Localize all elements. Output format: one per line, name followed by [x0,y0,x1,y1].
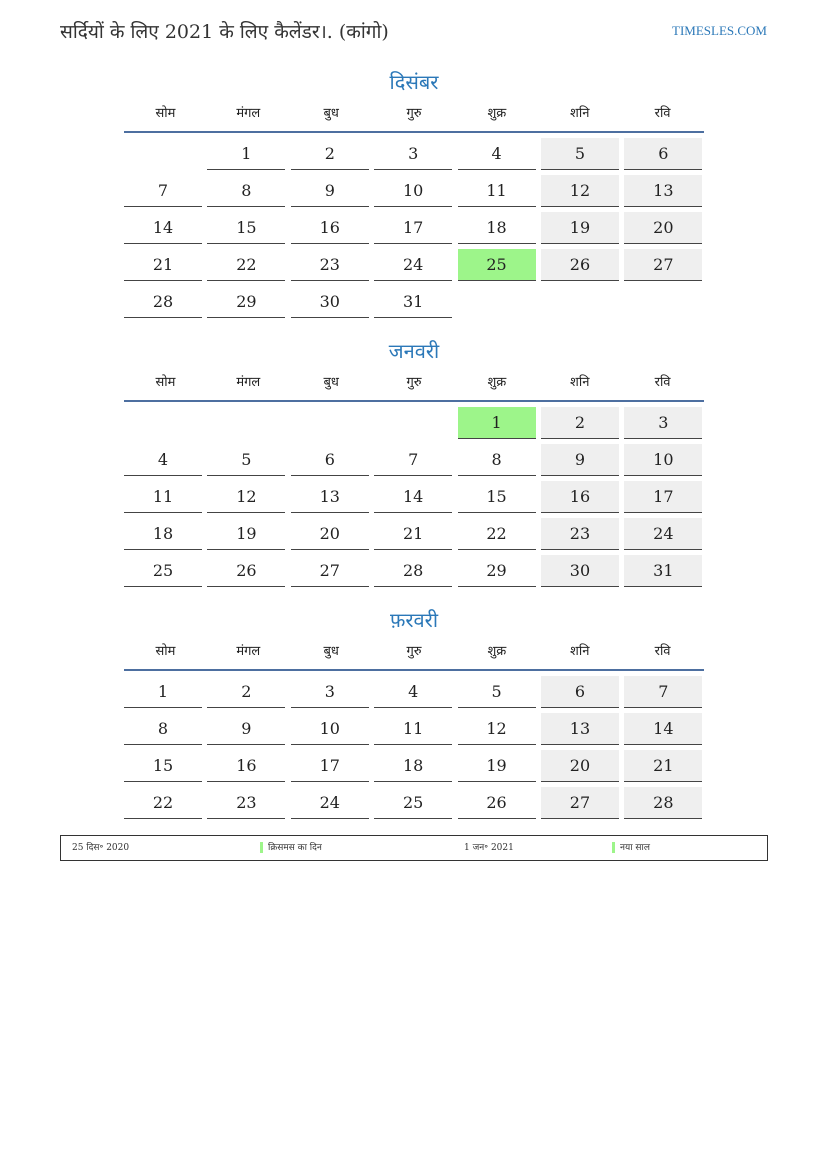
day-cell: 11 [374,713,452,745]
weekend-day-cell: 20 [624,212,702,244]
day-cell: 9 [207,713,285,745]
weekend-day-cell: 6 [624,138,702,170]
day-cell: 30 [291,286,369,318]
day-cell: 7 [374,444,452,476]
day-cell: 15 [124,750,202,782]
day-cell: 2 [291,138,369,170]
weekend-day-cell: 20 [541,750,619,782]
month-title: जनवरी [388,339,440,363]
day-cell: 27 [291,555,369,587]
weekend-day-cell: 19 [541,212,619,244]
empty-day-cell [124,407,202,438]
day-cell: 5 [207,444,285,476]
day-cell: 4 [124,444,202,476]
day-cell: 29 [207,286,285,318]
weekday-label: रवि [654,106,671,121]
day-cell: 22 [124,787,202,819]
weekday-header [124,368,704,402]
weekday-label: शनि [570,644,590,659]
legend-label: नया साल [620,843,650,853]
day-cell: 24 [291,787,369,819]
weekday-label: गुरु [406,644,422,659]
day-cell: 22 [458,518,536,550]
weekday-label: गुरु [406,106,422,121]
day-cell: 18 [124,518,202,550]
day-cell: 12 [207,481,285,513]
weekday-label: शुक्र [487,375,507,390]
day-cell: 25 [124,555,202,587]
weekend-day-cell: 27 [624,249,702,281]
day-cell: 15 [207,212,285,244]
legend-holiday-name [612,836,650,860]
weekday-header [124,99,704,133]
day-cell: 14 [374,481,452,513]
day-cell: 31 [374,286,452,318]
day-cell: 3 [374,138,452,170]
weekend-day-cell: 3 [624,407,702,439]
weekend-day-cell: 21 [624,750,702,782]
weekend-day-cell: 5 [541,138,619,170]
day-cell: 1 [207,138,285,170]
weekend-day-cell: 27 [541,787,619,819]
day-cell: 8 [207,175,285,207]
weekday-label: रवि [654,375,671,390]
day-cell: 23 [291,249,369,281]
day-cell: 26 [207,555,285,587]
weekday-label: शुक्र [487,644,507,659]
day-cell: 8 [124,713,202,745]
weekend-day-cell: 2 [541,407,619,439]
weekend-day-cell: 12 [541,175,619,207]
day-cell: 10 [291,713,369,745]
day-cell: 19 [207,518,285,550]
month-title: फ़रवरी [389,608,439,632]
empty-day-cell [374,407,452,438]
day-grid [124,676,704,819]
weekday-label: शनि [570,106,590,121]
day-cell: 6 [291,444,369,476]
day-cell: 3 [291,676,369,708]
weekend-day-cell: 14 [624,713,702,745]
day-cell: 5 [458,676,536,708]
weekday-label: बुध [323,375,339,390]
weekday-label: मंगल [236,644,261,659]
empty-day-cell [124,138,202,169]
holiday-legend [60,835,768,861]
month-calendar-january [124,334,704,587]
day-cell: 19 [458,750,536,782]
day-cell: 10 [374,175,452,207]
weekend-day-cell: 28 [624,787,702,819]
weekend-day-cell: 13 [541,713,619,745]
day-cell: 21 [374,518,452,550]
weekday-label: रवि [654,644,671,659]
month-calendar-december [124,65,704,318]
day-cell: 24 [374,249,452,281]
weekend-day-cell: 23 [541,518,619,550]
weekday-label: मंगल [236,375,261,390]
page-title: सर्दियों के लिए 2021 के लिए कैलेंडर।. (कांगो) [60,21,389,43]
weekday-label: सोम [155,375,176,390]
day-cell: 7 [124,175,202,207]
weekday-label: बुध [323,106,339,121]
site-link[interactable]: TIMESLES.COM [672,23,767,38]
month-title: दिसंबर [389,70,439,94]
weekday-label: बुध [323,644,339,659]
weekday-label: शुक्र [487,106,507,121]
day-cell: 11 [458,175,536,207]
day-cell: 22 [207,249,285,281]
weekend-day-cell: 17 [624,481,702,513]
weekday-label: मंगल [236,106,261,121]
empty-day-cell [291,407,369,438]
weekend-day-cell: 7 [624,676,702,708]
day-cell: 28 [124,286,202,318]
day-cell: 26 [458,787,536,819]
legend-date: 25 दिस॰ 2020 [72,843,130,853]
day-cell: 1 [124,676,202,708]
day-cell: 14 [124,212,202,244]
weekend-day-cell: 10 [624,444,702,476]
holiday-color-marker [612,842,615,853]
day-cell: 8 [458,444,536,476]
holiday-day-cell: 1 [458,407,536,439]
weekend-day-cell: 24 [624,518,702,550]
day-cell: 18 [374,750,452,782]
day-cell: 18 [458,212,536,244]
weekday-label: शनि [570,375,590,390]
weekend-day-cell: 9 [541,444,619,476]
day-cell: 17 [291,750,369,782]
month-calendar-february [124,603,704,819]
legend-label: क्रिसमस का दिन [268,843,322,853]
weekday-label: गुरु [406,375,422,390]
empty-day-cell [207,407,285,438]
weekend-day-cell: 30 [541,555,619,587]
weekend-day-cell: 26 [541,249,619,281]
day-cell: 16 [291,212,369,244]
day-cell: 28 [374,555,452,587]
day-cell: 4 [458,138,536,170]
holiday-day-cell: 25 [458,249,536,281]
day-cell: 4 [374,676,452,708]
weekend-day-cell: 16 [541,481,619,513]
weekday-header [124,637,704,671]
weekend-day-cell: 31 [624,555,702,587]
legend-date: 1 जन॰ 2021 [464,843,514,853]
day-cell: 25 [374,787,452,819]
day-cell: 13 [291,481,369,513]
day-cell: 16 [207,750,285,782]
day-cell: 2 [207,676,285,708]
weekday-label: सोम [155,106,176,121]
weekend-day-cell: 13 [624,175,702,207]
day-grid [124,138,704,318]
legend-holiday-name [260,836,322,860]
day-cell: 29 [458,555,536,587]
weekday-label: सोम [155,644,176,659]
day-cell: 17 [374,212,452,244]
day-cell: 15 [458,481,536,513]
day-cell: 21 [124,249,202,281]
day-cell: 11 [124,481,202,513]
day-cell: 12 [458,713,536,745]
weekend-day-cell: 6 [541,676,619,708]
day-cell: 23 [207,787,285,819]
day-grid [124,407,704,587]
day-cell: 9 [291,175,369,207]
holiday-color-marker [260,842,263,853]
day-cell: 20 [291,518,369,550]
